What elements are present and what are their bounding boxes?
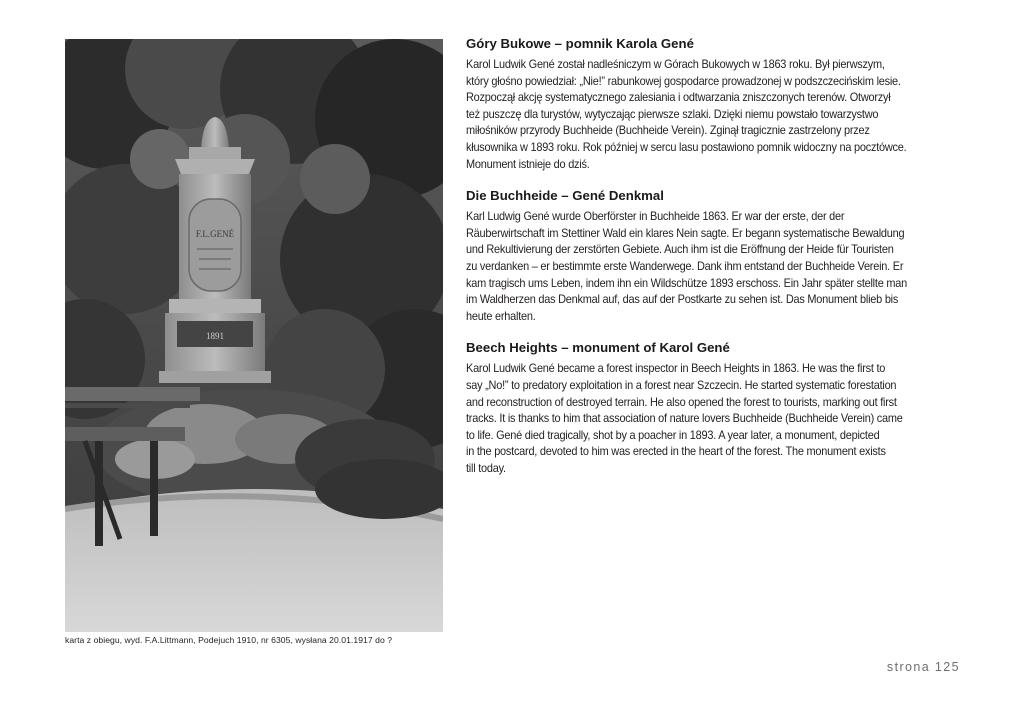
photo-caption: karta z obiegu, wyd. F.A.Littmann, Podejuch 1910, nr 6305, wysłana 20.01.1917 do ? [65,635,393,645]
section-german [466,188,966,324]
text-line: say „No!” to predatory exploitation in a forest near Szczecin. He started systematic forestation [466,377,897,392]
text-line: and reconstruction of destroyed terrain. He also opened the forest to tourists, marking out first [466,394,897,409]
text-line: Karol Ludwik Gené został nadleśniczym w Górach Bukowych w 1863 roku. Był pierwszym, [466,57,885,71]
postcard-photo [65,39,443,632]
text-line: till today. [466,460,506,475]
section-title: Beech Heights – monument of Karol Gené [466,340,730,356]
monument-inscription: F.L.GENÉ [195,229,235,239]
text-line: Monument istnieje do dziś. [466,156,590,171]
page-number: strona 125 [886,660,960,674]
text-line: und Rekultivierung der zerstörten Gebiete. Auch ihm ist die Eröffnung der Heide für Touristen [466,242,894,257]
text-line: to life. Gené died tragically, shot by a poacher in 1893. A year later, a monument, depicted [466,427,880,442]
text-line: miłośników przyrody Buchheide (Buchheide Verein). Zginął tragicznie zastrzelony przez [466,123,870,138]
text-line: im Waldherzen das Denkmal auf, das auf der Postkarte zu sehen ist. Das Monument blieb bis [466,292,899,307]
section-polish [466,36,966,172]
section-english [466,340,966,476]
text-line: tracks. It is thanks to him that association of nature lovers Buchheide (Buchheide Verein) came [466,411,903,426]
text-line: który głośno powiedział: „Nie!” rabunkowej gospodarce prowadzonej w podszczecińskim lesie. [466,73,901,88]
text-line: Rozpoczął akcję systematycznego zalesiania i odtwarzania zniszczonych terenów. Otworzył [466,90,891,105]
section-title: Die Buchheide – Gené Denkmal [466,188,664,204]
text-column [466,36,966,492]
text-line: kam tragisch ums Leben, indem ihn ein Wildschütze 1893 erschoss. Ein Jahr später stellte man [466,275,907,290]
section-title: Góry Bukowe – pomnik Karola Gené [466,36,694,51]
text-line: kłusownika w 1893 roku. Rok później w sercu lasu postawiono pomnik widoczny na pocztówce. [466,139,907,154]
text-line: in the postcard, devoted to him was erected in the heart of the forest. The monument exists [466,444,886,459]
text-line: heute erhalten. [466,308,536,323]
monument-year: 1891 [206,331,224,341]
text-line: też puszczę dla turystów, wytyczając pierwsze szlaki. Dzięki niemu powstało towarzystwo [466,106,879,121]
text-line: zu verdanken – er bestimmte erste Wanderwege. Dank ihm entstand der Buchheide Verein. Er [466,258,904,273]
text-line: Karol Ludwik Gené became a forest inspector in Beech Heights in 1863. He was the first to [466,361,886,376]
text-line: Räuberwirtschaft im Stettiner Wald ein klares Nein sagte. Er begann systematische Bewaldung [466,225,905,240]
text-line: Karl Ludwig Gené wurde Oberförster in Buchheide 1863. Er war der erste, der der [466,209,845,224]
